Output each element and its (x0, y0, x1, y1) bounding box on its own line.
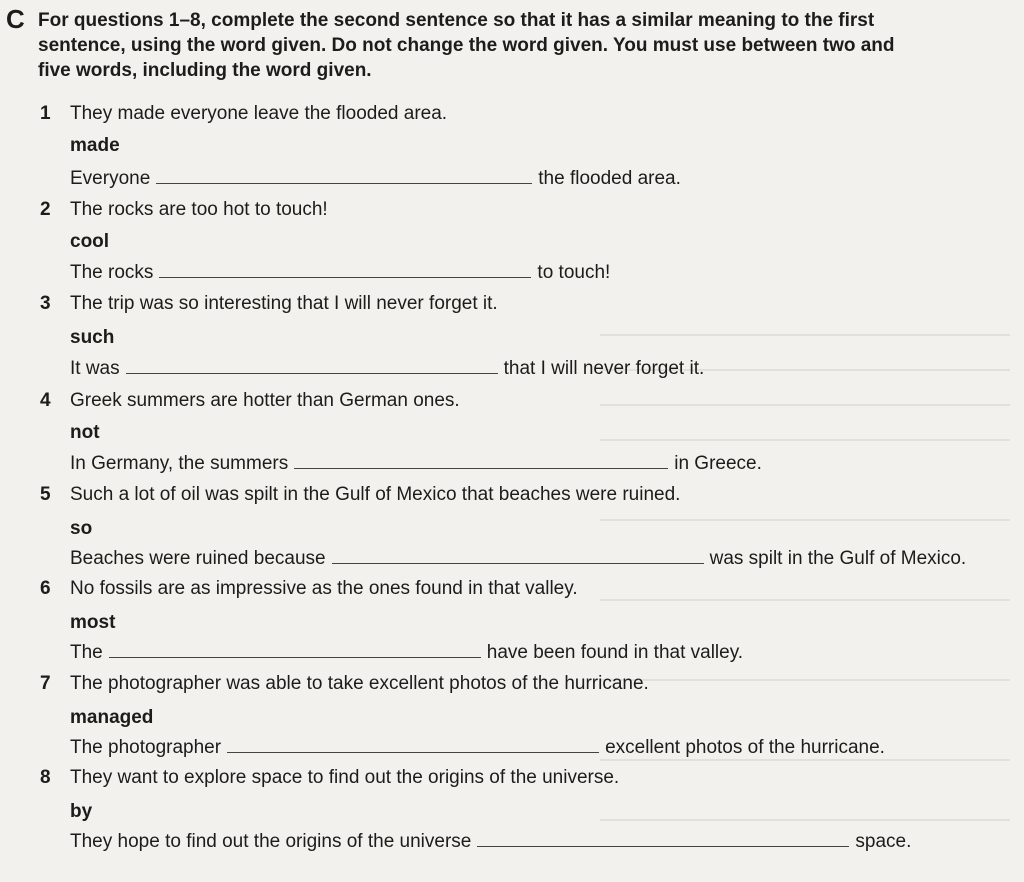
answer-end: the flooded area. (538, 168, 681, 189)
question-number: 1 (40, 103, 51, 124)
question-number: 5 (40, 484, 51, 505)
answer-line (70, 262, 610, 284)
keyword: so (70, 518, 93, 539)
answer-blank[interactable] (294, 454, 668, 469)
answer-start: They hope to find out the origins of the universe (70, 831, 472, 852)
answer-blank[interactable] (477, 832, 849, 847)
answer-start: Beaches were ruined because (70, 548, 326, 569)
answer-line (70, 642, 743, 664)
answer-line (70, 358, 704, 380)
question-sentence: The photographer was able to take excellent photos of the hurricane. (70, 673, 649, 694)
question-sentence: They made everyone leave the flooded area. (70, 103, 448, 124)
answer-line (70, 737, 885, 759)
answer-end: that I will never forget it. (503, 358, 705, 379)
question-number: 7 (40, 673, 51, 694)
question-number: 6 (40, 578, 51, 599)
answer-start: In Germany, the summers (70, 453, 289, 474)
question-sentence: The trip was so interesting that I will never forget it. (70, 293, 498, 314)
instructions: For questions 1–8, complete the second sentence so that it has a similar meaning to the first sentence, using the word given. Do not change the word given. You must use between two and five words, including the word given. (38, 10, 895, 81)
answer-blank[interactable] (332, 549, 704, 564)
answer-start: The photographer (70, 737, 222, 758)
answer-end: in Greece. (674, 453, 762, 474)
answer-blank[interactable] (159, 263, 531, 278)
question-number: 8 (40, 767, 51, 788)
question-sentence: The rocks are too hot to touch! (70, 199, 328, 220)
answer-blank[interactable] (109, 643, 481, 658)
answer-end: to touch! (537, 262, 611, 283)
answer-start: Everyone (70, 168, 151, 189)
answer-end: have been found in that valley. (486, 642, 744, 663)
keyword: most (70, 612, 116, 633)
keyword: by (70, 801, 93, 822)
keyword: such (70, 327, 115, 348)
keyword: managed (70, 707, 154, 728)
section-letter: C (6, 4, 25, 34)
question-number: 4 (40, 390, 51, 411)
keyword: not (70, 422, 100, 443)
keyword: made (70, 135, 120, 156)
answer-line (70, 453, 762, 475)
answer-line (70, 831, 911, 853)
question-number: 3 (40, 293, 51, 314)
answer-blank[interactable] (156, 169, 532, 184)
answer-start: It was (70, 358, 120, 379)
answer-blank[interactable] (227, 738, 599, 753)
answer-line (70, 168, 681, 190)
question-sentence: Such a lot of oil was spilt in the Gulf of Mexico that beaches were ruined. (70, 484, 681, 505)
question-number: 2 (40, 199, 51, 220)
answer-line (70, 548, 966, 570)
question-sentence: They want to explore space to find out the origins of the universe. (70, 767, 620, 788)
answer-blank[interactable] (126, 359, 498, 374)
answer-end: space. (855, 831, 912, 852)
answer-start: The rocks (70, 262, 154, 283)
answer-start: The (70, 642, 103, 663)
question-sentence: No fossils are as impressive as the ones found in that valley. (70, 578, 578, 599)
keyword: cool (70, 231, 110, 252)
answer-end: was spilt in the Gulf of Mexico. (709, 548, 967, 569)
question-sentence: Greek summers are hotter than German ones. (70, 390, 460, 411)
answer-end: excellent photos of the hurricane. (605, 737, 885, 758)
